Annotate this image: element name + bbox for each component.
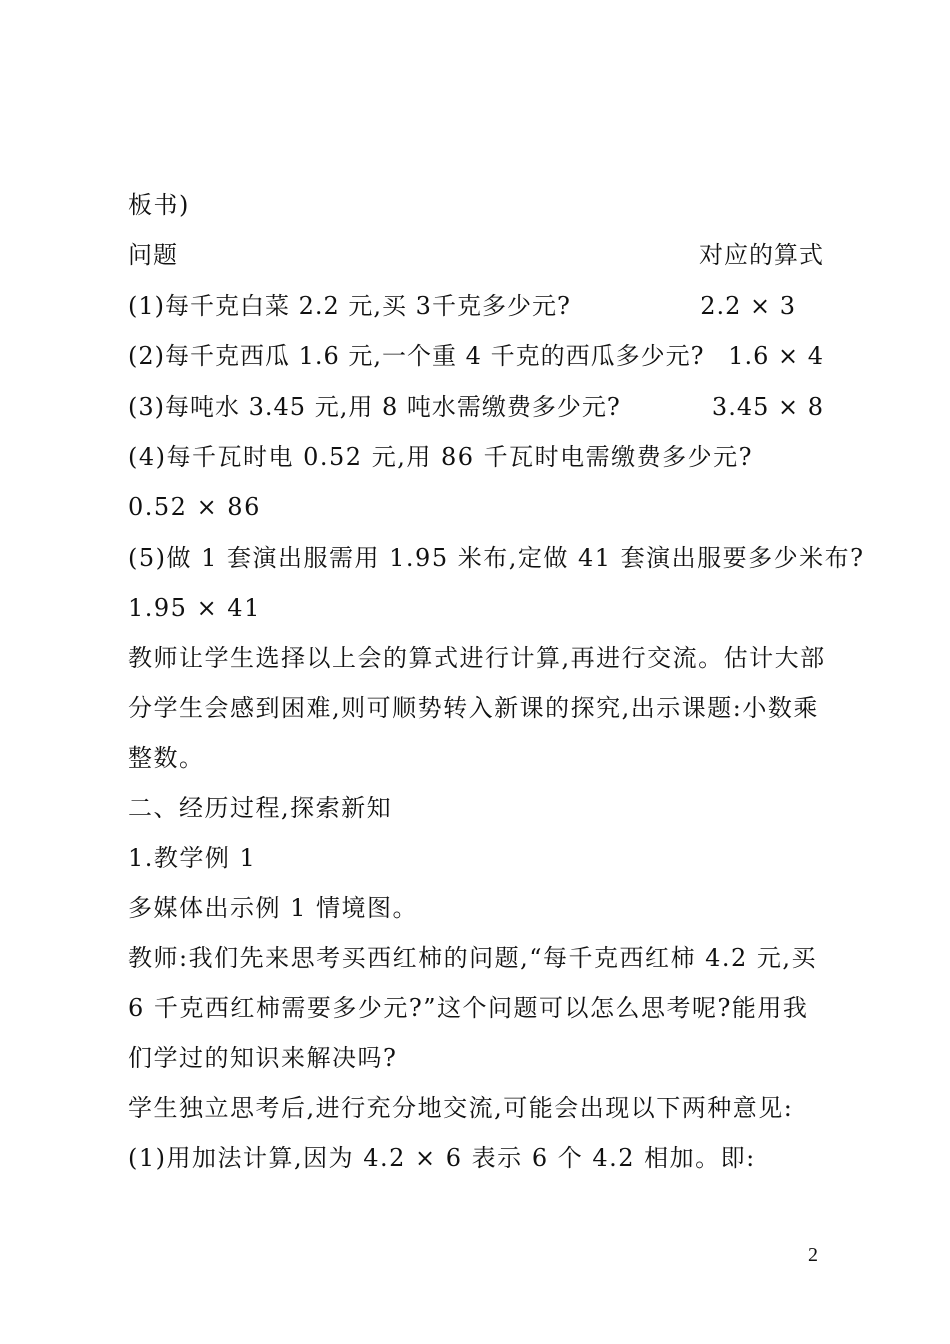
column-header-question: 问题 — [128, 241, 178, 269]
column-header-formula: 对应的算式 — [699, 241, 824, 269]
question-text: (5)做 1 套演出服需用 1.95 米布,定做 41 套演出服要多少米布? — [128, 544, 865, 572]
paragraph-line: 教师让学生选择以上会的算式进行计算,再进行交流。估计大部 — [128, 644, 826, 672]
paragraph-line: 6 千克西红柿需要多少元?”这个问题可以怎么思考呢?能用我 — [128, 994, 809, 1022]
paragraph-line: 分学生会感到困难,则可顺势转入新课的探究,出示课题:小数乘 — [128, 694, 819, 722]
formula-text: 0.52 × 86 — [128, 493, 261, 521]
formula-text: 1.95 × 41 — [128, 594, 261, 622]
formula-text: 2.2 × 3 — [700, 292, 796, 320]
question-text: (3)每吨水 3.45 元,用 8 吨水需缴费多少元? — [128, 393, 621, 421]
text-line: 板书) — [128, 191, 190, 219]
paragraph-line: 教师:我们先来思考买西红柿的问题,“每千克西红柿 4.2 元,买 — [128, 944, 818, 972]
formula-text: 3.45 × 8 — [711, 393, 824, 421]
paragraph-line: (1)用加法计算,因为 4.2 × 6 表示 6 个 4.2 相加。即: — [128, 1144, 756, 1172]
page-number: 2 — [808, 1244, 818, 1266]
paragraph-line: 多媒体出示例 1 情境图。 — [128, 894, 419, 922]
paragraph-line: 整数。 — [128, 744, 205, 772]
table-header — [128, 240, 824, 270]
question-text: (1)每千克白菜 2.2 元,买 3千克多少元? — [128, 292, 571, 320]
subsection-heading: 1.教学例 1 — [128, 844, 257, 872]
formula-text: 1.6 × 4 — [728, 342, 824, 370]
question-row — [128, 291, 796, 321]
question-row — [128, 392, 824, 422]
question-row — [128, 341, 824, 371]
paragraph-line: 们学过的知识来解决吗? — [128, 1044, 398, 1072]
question-text: (4)每千瓦时电 0.52 元,用 86 千瓦时电需缴费多少元? — [128, 443, 753, 471]
question-text: (2)每千克西瓜 1.6 元,一个重 4 千克的西瓜多少元? — [128, 342, 705, 370]
paragraph-line: 学生独立思考后,进行充分地交流,可能会出现以下两种意见: — [128, 1094, 794, 1122]
section-heading: 二、经历过程,探索新知 — [128, 794, 393, 822]
